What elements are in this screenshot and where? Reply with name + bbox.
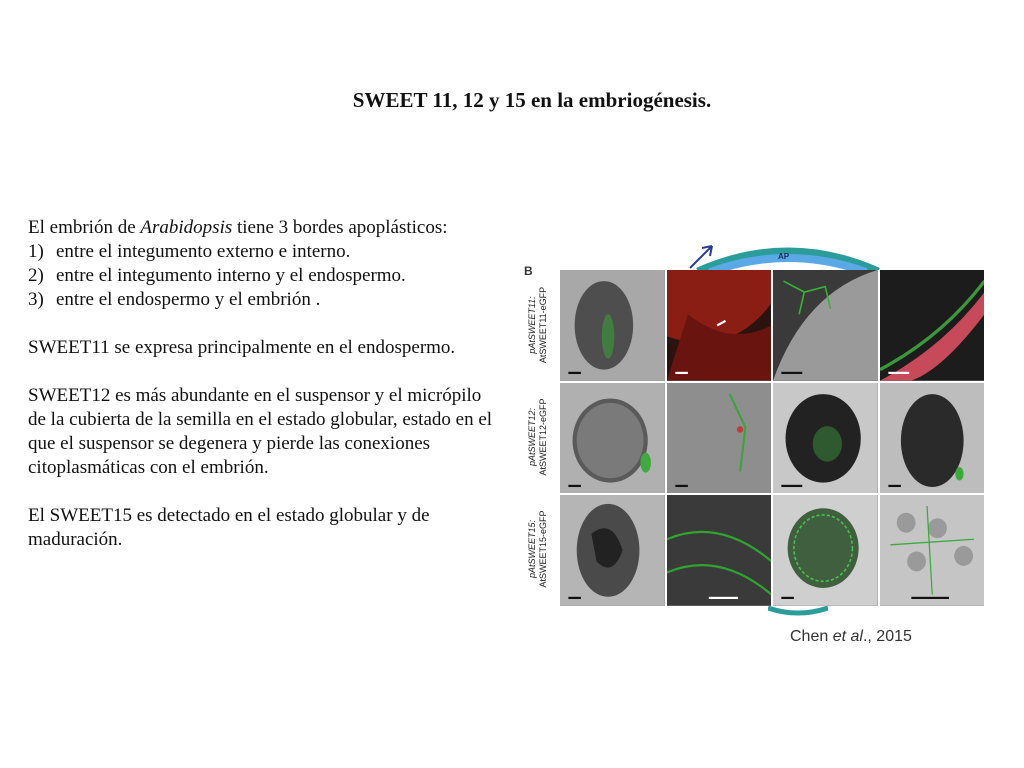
row-label-sweet11: pAtSWEET11: AtSWEET11-eGFP [527, 286, 548, 364]
row-label-sweet15: pAtSWEET15: AtSWEET15-eGFP [527, 510, 548, 588]
figure-citation: Chen et al., 2015 [790, 628, 912, 645]
micrograph [560, 495, 665, 606]
list-item: 3) entre el endospermo y el embrión . [28, 289, 321, 310]
micrograph [560, 270, 665, 381]
microscopy-figure [518, 238, 988, 618]
seed-coat-arc-diagram [688, 238, 888, 272]
micrograph [667, 383, 772, 494]
micrograph [560, 383, 665, 494]
slide-body [28, 216, 498, 552]
species-name: Arabidopsis [140, 217, 233, 238]
micrograph [773, 270, 878, 381]
micrograph [773, 383, 878, 494]
paragraph-sweet15: El SWEET15 es detectado en el estado globular y de maduración. [28, 505, 430, 550]
seed-coat-arc-bottom [768, 606, 828, 618]
micrograph [880, 495, 985, 606]
micrograph-grid [560, 270, 984, 606]
list-item: 1) entre el integumento externo e interno. [28, 241, 351, 262]
micrograph [667, 270, 772, 381]
row-label-sweet12: pAtSWEET12: AtSWEET12-eGFP [527, 398, 548, 476]
micrograph [880, 383, 985, 494]
border-list [28, 240, 498, 312]
slide-title: SWEET 11, 12 y 15 en la embriogénesis. [352, 88, 712, 112]
figure-panel-letter: B [524, 264, 533, 278]
list-item: 2) entre el integumento interno y el endospermo. [28, 265, 406, 286]
micrograph [773, 495, 878, 606]
paragraph-sweet11: SWEET11 se expresa principalmente en el endospermo. [28, 337, 456, 358]
paragraph-sweet12: SWEET12 es más abundante en el suspensor y el micrópilo de la cubierta de la semilla en el estado globular, estado en el que el suspensor se degenera y pierde las conexiones citoplasmáticas con el embrión. [28, 385, 493, 478]
micrograph [880, 270, 985, 381]
micrograph [667, 495, 772, 606]
arc-label: AP [778, 252, 790, 261]
paragraph-intro: El embrión de Arabidopsis tiene 3 bordes apoplásticos: [28, 217, 448, 238]
